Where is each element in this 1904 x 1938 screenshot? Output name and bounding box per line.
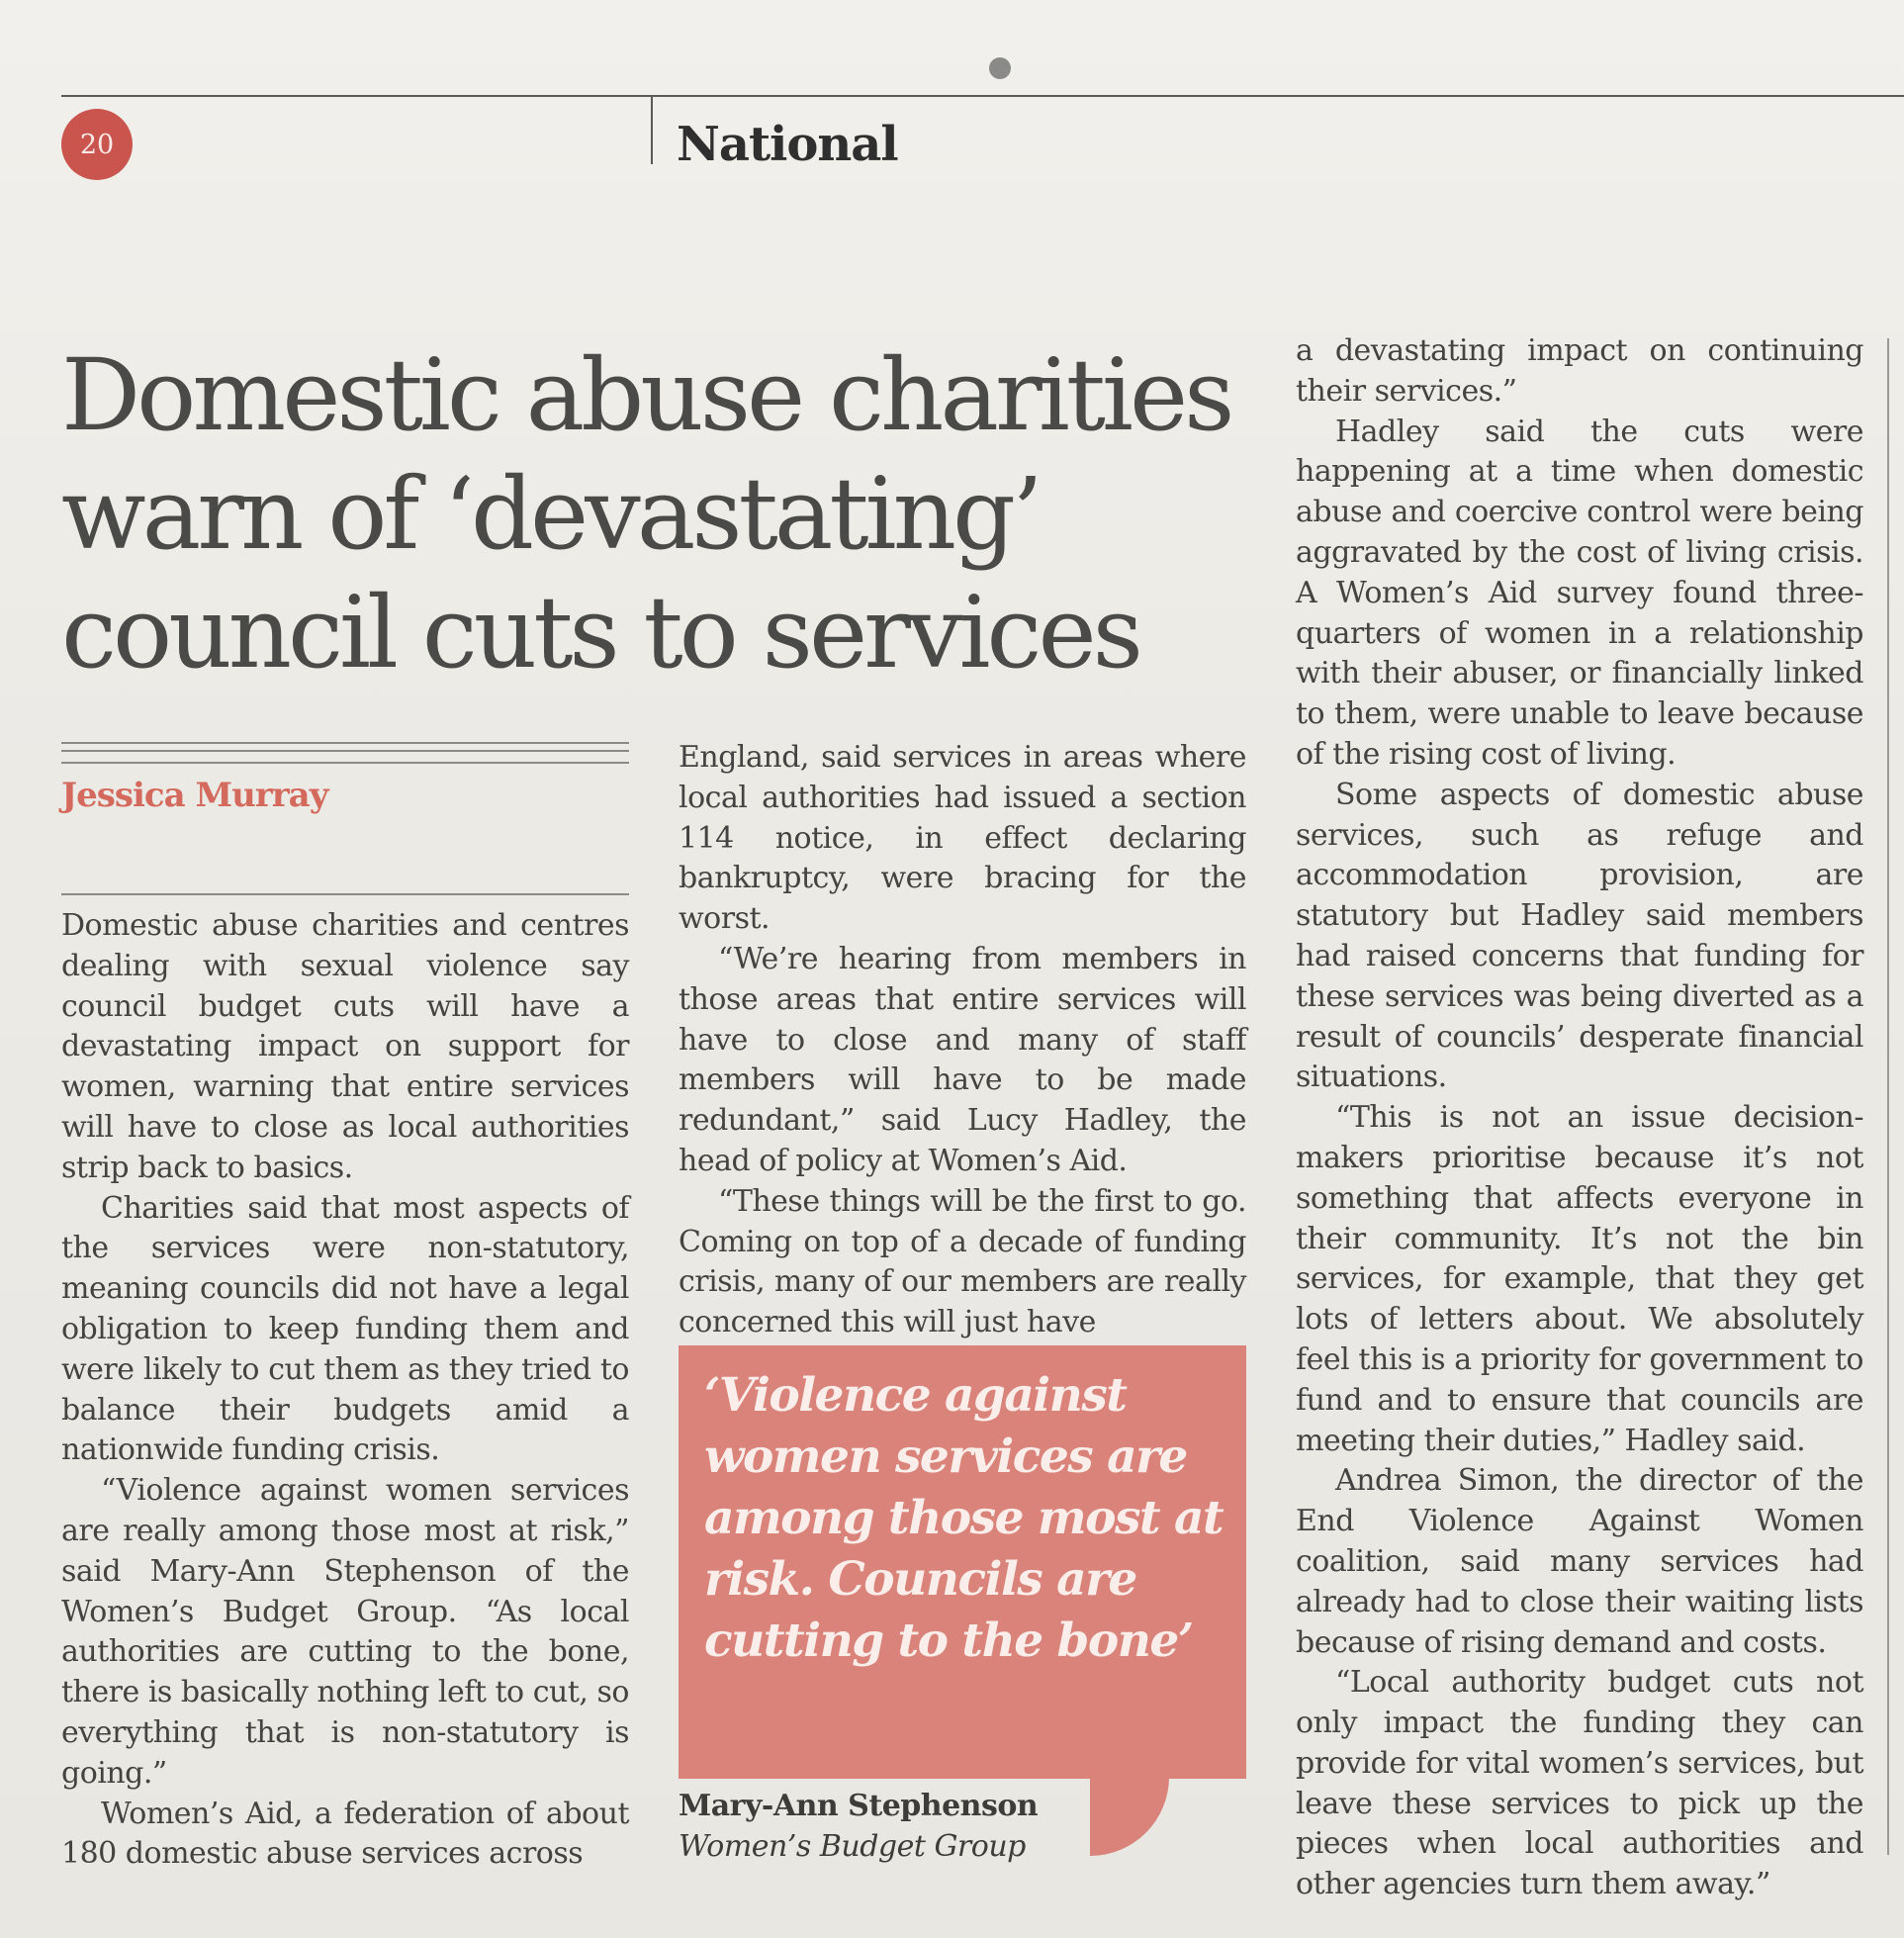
paragraph: “We’re hearing from members in those areas that entire services will have to close and many of staff members will have to be made redundant,” said Lucy Hadley, the head of policy at Women’s Aid. [679, 941, 1246, 1178]
paragraph: England, said services in areas where local authorities had issued a section 114 notice, in effect declaring bankruptcy, were bracing for the worst. [679, 740, 1246, 937]
paragraph: Women’s Aid, a federation of about 180 domestic abuse services across [61, 1796, 629, 1872]
paragraph: “Violence against women services are really among those most at risk,” said Mary-Ann Stephenson of the Women’s Budget Group. “As local authorities are cutting to the bone, there is basically nothing left to cut, so everything that is non-statutory is going.” [61, 1473, 629, 1791]
binder-hole [989, 57, 1011, 79]
paragraph: Domestic abuse charities and centres dealing with sexual violence say council budget cuts will have a devastating impact on support for women, warning that entire services will have to close as local authorities strip back to basics. [61, 908, 629, 1185]
paragraph: Hadley said the cuts were happening at a time when domestic abuse and coercive control were being aggravated by the cost of living crisis. A Women’s Aid survey found three-quarters of women in a relationship with their abuser, or financially linked to them, were unable to leave because of the rising cost of living. [1296, 414, 1863, 772]
byline: Jessica Murray [61, 776, 328, 815]
page-number-badge: 20 [61, 109, 133, 180]
pullquote-attribution-name: Mary-Ann Stephenson [679, 1789, 1039, 1823]
article-column-2 [679, 738, 1246, 1343]
byline-rules [61, 742, 629, 764]
paragraph: Charities said that most aspects of the services were non-statutory, meaning councils did not have a legal obligation to keep funding them and were likely to cut them as they tried to balance their budgets amid a nationwide funding crisis. [61, 1190, 629, 1468]
section-label: National [677, 117, 898, 172]
article-headline: Domestic abuse charities warn of ‘devastating’ council cuts to services [61, 337, 1231, 691]
paragraph: “This is not an issue decision-makers prioritise because it’s not something that affects everyone in their community. It’s not the bin services, for example, that they get lots of letters about. We absolutely feel this is a priority for government to fund and to ensure that councils are meeting their duties,” Hadley said. [1296, 1100, 1863, 1458]
article-column-1 [61, 906, 629, 1875]
article-column-3 [1296, 331, 1863, 1905]
header-rule [61, 95, 1904, 97]
paragraph: “Local authority budget cuts not only impact the funding they can provide for vital women’s services, but leave these services to pick up the pieces when local authorities and other agencies turn them away.” [1296, 1665, 1863, 1902]
pullquote-text: ‘Violence against women services are among those most at risk. Councils are cutting to the bone’ [704, 1368, 1224, 1668]
paragraph: “These things will be the first to go. Coming on top of a decade of funding crisis, many of our members are really concerned this will just have [679, 1183, 1246, 1340]
paragraph: Andrea Simon, the director of the End Violence Against Women coalition, said many services had already had to close their waiting lists because of rising demand and costs. [1296, 1463, 1863, 1660]
paragraph: a devastating impact on continuing their services.” [1296, 333, 1863, 409]
pullquote-speech-tail [1090, 1777, 1169, 1856]
pullquote-attribution-org: Women’s Budget Group [679, 1829, 1026, 1864]
header-divider [651, 95, 653, 164]
paragraph: Some aspects of domestic abuse services, such as refuge and accommodation provision, are statutory but Hadley said members had raised concerns that funding for these services was being diverted as a result of councils’ desperate financial situations. [1296, 777, 1863, 1095]
byline-divider [61, 893, 629, 895]
column-rule [1887, 338, 1889, 1855]
